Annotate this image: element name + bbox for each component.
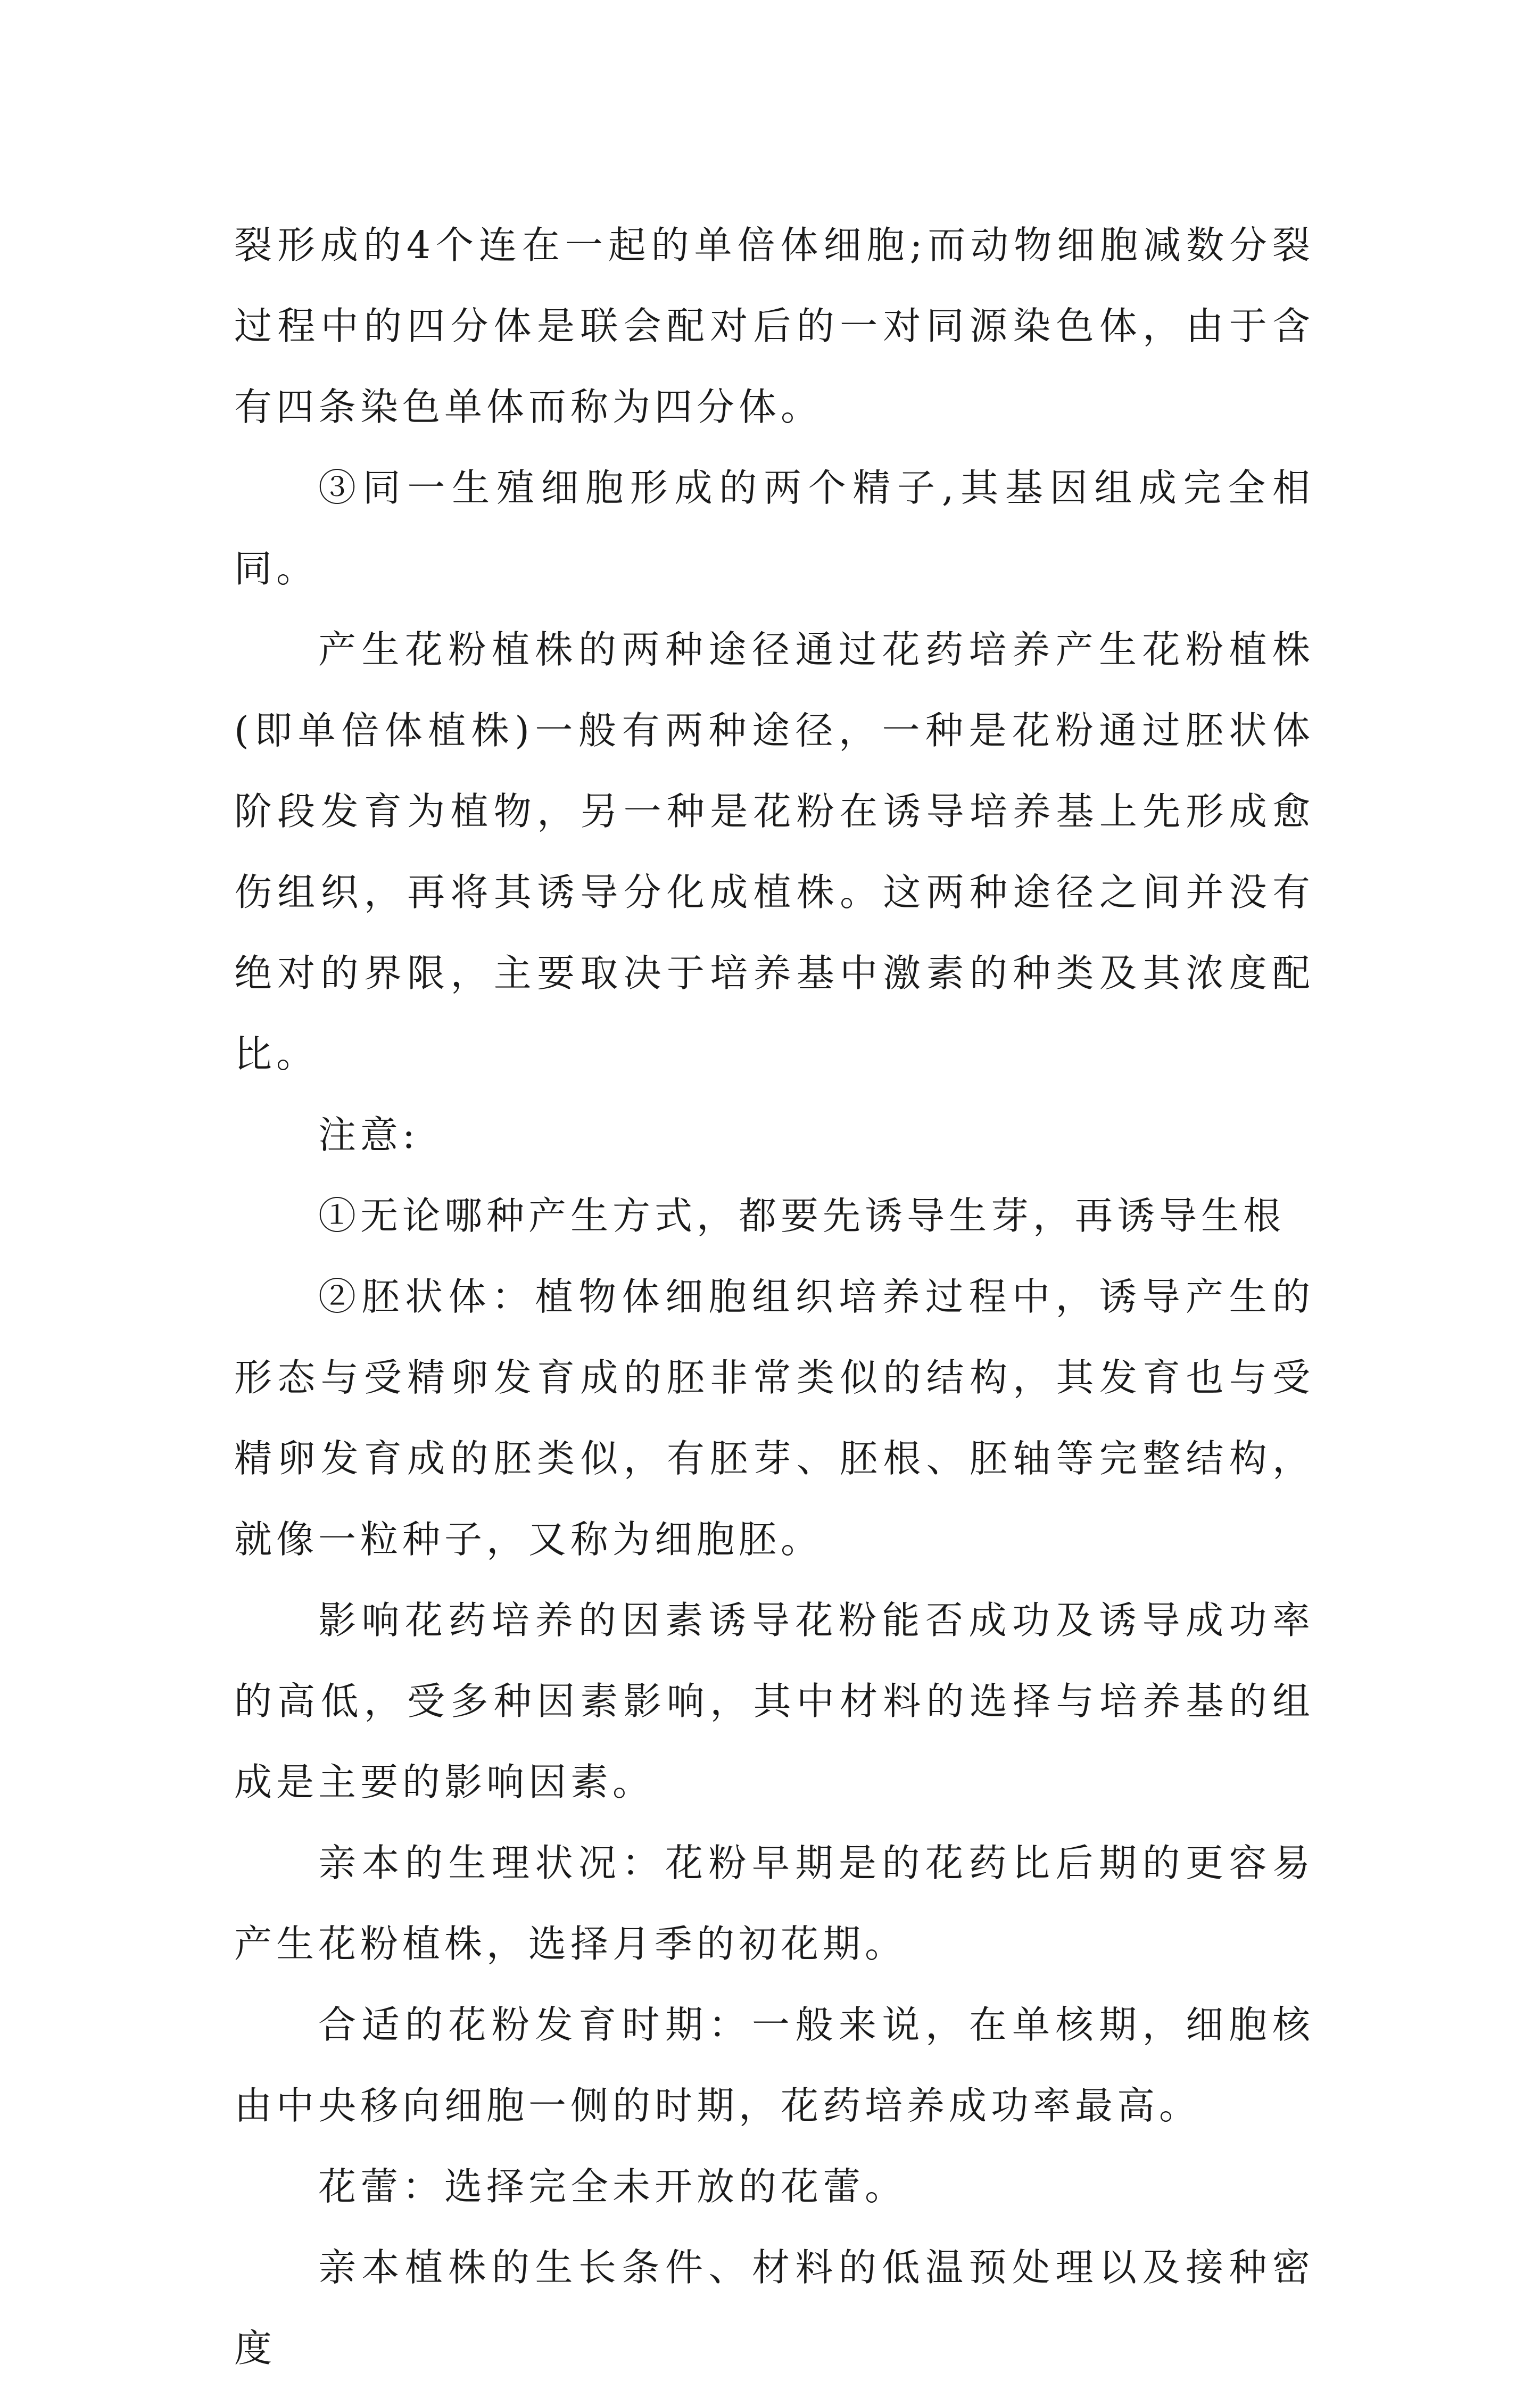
paragraph: ②胚状体：植物体细胞组织培养过程中，诱导产生的形态与受精卵发育成的胚非常类似的结构，其发育也与受精卵发育成的胚类似，有胚芽、胚根、胚轴等完整结构，就像一粒种子，又称为细胞胚。 xyxy=(234,1275,1314,1561)
paragraph: ③同一生殖细胞形成的两个精子,其基因组成完全相同。 xyxy=(234,466,1314,591)
paragraph: 亲本植株的生长条件、材料的低温预处理以及接种密度 xyxy=(234,2245,1314,2370)
paragraph: 产生花粉植株的两种途径通过花药培养产生花粉植株(即单倍体植株)一般有两种途径，一种是花粉通过胚状体阶段发育为植物，另一种是花粉在诱导培养基上先形成愈伤组织，再将其诱导分化成植株。这两种途径之间并没有绝对的界限，主要取决于培养基中激素的种类及其浓度配比。 xyxy=(234,627,1314,1076)
paragraph: 花蕾：选择完全未开放的花蕾。 xyxy=(318,2164,907,2209)
paragraph: ①无论哪种产生方式，都要先诱导生芽，再诱导生根 xyxy=(318,1194,1286,1238)
paragraph: 合适的花粉发育时期：一般来说，在单核期，细胞核由中央移向细胞一侧的时期，花药培养成功率最高。 xyxy=(234,2003,1314,2128)
document-body xyxy=(234,205,1314,2389)
paragraph: 影响花药培养的因素诱导花粉能否成功及诱导成功率的高低，受多种因素影响，其中材料的选择与培养基的组成是主要的影响因素。 xyxy=(234,1598,1314,1804)
paragraph: 裂形成的4个连在一起的单倍体细胞;而动物细胞减数分裂过程中的四分体是联会配对后的一对同源染色体，由于含有四条染色单体而称为四分体。 xyxy=(234,223,1314,429)
paragraph: 注意: xyxy=(318,1113,419,1157)
paragraph: 亲本的生理状况：花粉早期是的花药比后期的更容易产生花粉植株，选择月季的初花期。 xyxy=(234,1841,1314,1966)
